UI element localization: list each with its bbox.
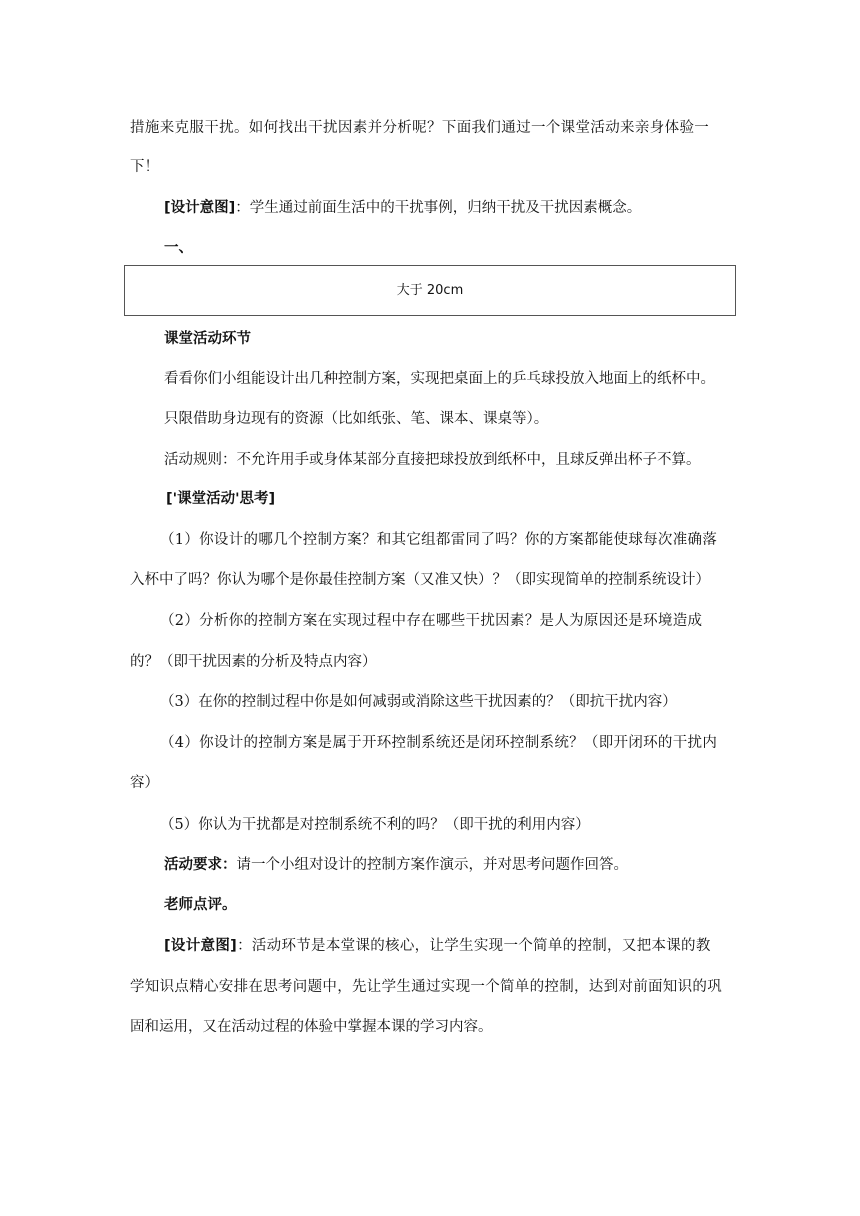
requirement-label: 活动要求： [164, 857, 237, 873]
thinking-heading: ['课堂活动'思考] [166, 491, 276, 507]
activity-heading: 课堂活动环节 [164, 331, 251, 347]
design-intent-label: [设计意图] [164, 938, 238, 954]
question-1-line-2: 入杯中了吗？你认为哪个是你最佳控制方案（又准又快）？（即实现简单的控制系统设计） [130, 572, 710, 588]
design-intent-2-line-1 [164, 936, 711, 956]
teacher-comment: 老师点评。 [164, 897, 237, 913]
section-number-one: 一、 [164, 240, 193, 256]
design-intent-text: ：活动环节是本堂课的核心，让学生实现一个简单的控制，又把本课的教 [237, 938, 711, 954]
design-intent-text: ：学生通过前面生活中的干扰事例，归纳干扰及干扰因素概念。 [235, 200, 642, 216]
intro-paragraph-line-2: 下！ [130, 159, 159, 175]
design-intent-2-line-2: 学知识点精心安排在思考问题中，先让学生通过实现一个简单的控制，达到对前面知识的巩 [130, 979, 722, 995]
design-intent-2-line-3: 固和运用，又在活动过程的体验中掌握本课的学习内容。 [130, 1019, 493, 1035]
intro-paragraph-line-1: 措施来克服干扰。如何找出干扰因素并分析呢？下面我们通过一个课堂活动来亲身体验一 [130, 120, 710, 136]
question-1-line-1: （1）你设计的哪几个控制方案？和其它组都雷同了吗？你的方案都能使球每次准确落 [160, 532, 718, 548]
activity-rules: 活动规则：不允许用手或身体某部分直接把球投放到纸杯中，且球反弹出杯子不算。 [164, 452, 701, 468]
question-4-line-1: （4）你设计的控制方案是属于开环控制系统还是闭环控制系统？（即开闭环的干扰内 [160, 735, 718, 751]
distance-label: 大于 20cm [396, 283, 464, 298]
activity-description-line-2: 只限借助身边现有的资源（比如纸张、笔、课本、课桌等）。 [164, 411, 549, 427]
question-2-line-1: （2）分析你的控制方案在实现过程中存在哪些干扰因素？是人为原因还是环境造成 [160, 613, 703, 629]
activity-description-line-1: 看看你们小组能设计出几种控制方案，实现把桌面上的乒乓球投放入地面上的纸杯中。 [164, 371, 715, 387]
activity-requirement [164, 855, 628, 875]
requirement-text: 请一个小组对设计的控制方案作演示，并对思考问题作回答。 [236, 857, 628, 873]
question-4-line-2: 容） [130, 775, 159, 791]
distance-diagram-box [124, 265, 736, 316]
question-2-line-2: 的？（即干扰因素的分析及特点内容） [130, 654, 377, 670]
question-5: （5）你认为干扰都是对控制系统不利的吗？（即干扰的利用内容） [160, 817, 590, 833]
question-3: （3）在你的控制过程中你是如何减弱或消除这些干扰因素的？（即抗干扰内容） [160, 694, 677, 710]
design-intent-1 [164, 198, 641, 218]
design-intent-label: [设计意图] [164, 200, 236, 216]
